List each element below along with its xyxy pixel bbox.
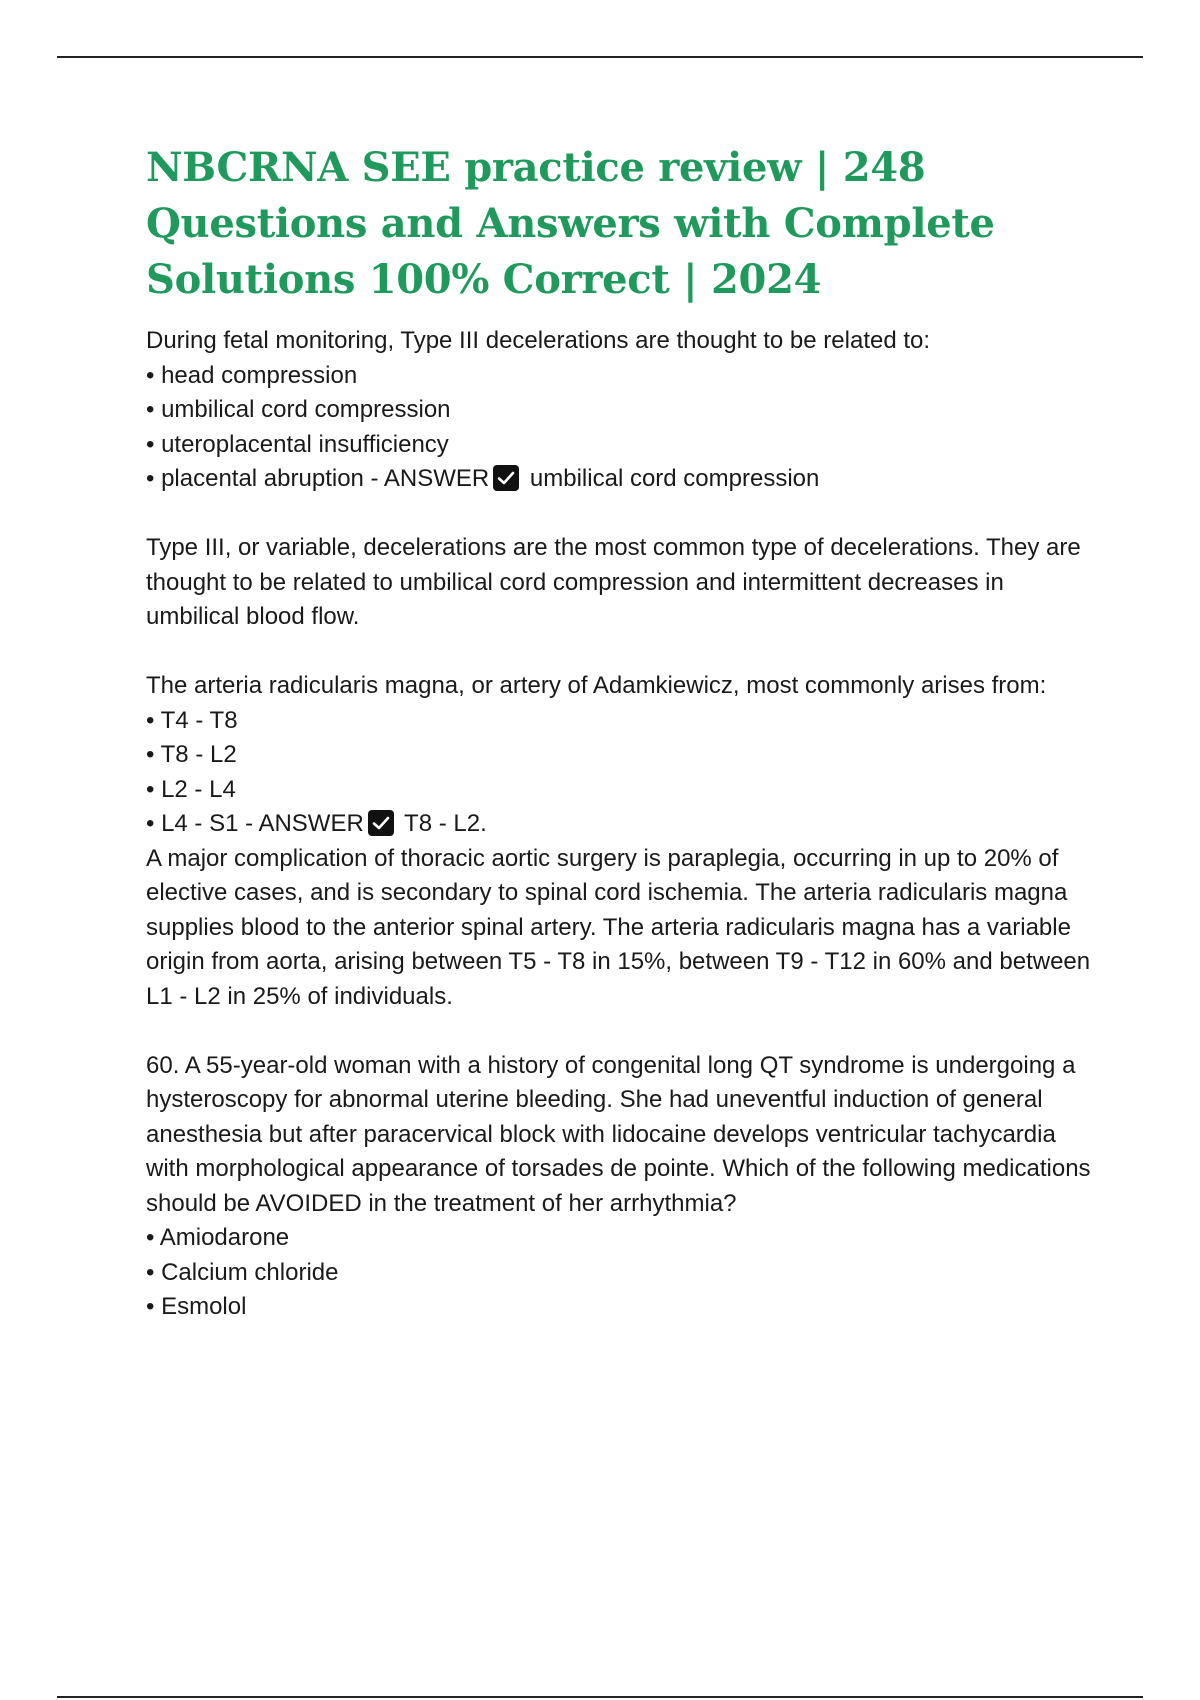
option-item: • Calcium chloride [146,1258,339,1286]
question-text: The arteria radicularis magna, or artery of Adamkiewicz, most commonly arises from: [146,672,1047,699]
option-item: • uteroplacental insufficiency [146,430,449,458]
option-item: • umbilical cord compression [146,396,451,423]
option-item: • T4 - T8 [146,706,238,734]
question-text: 60. A 55-year-old woman with a history of congenital long QT syndrome is undergoing a hysteroscopy for abnormal uterine bleeding. She had uneventful induction of general anesthesia but after paracervical block with lidocaine develops ventricular tachycardia with morphological appearance of torsades de pointe. Which of the following medications should be AVOIDED in the treatment of her arrhythmia? [146,1051,1091,1217]
checkbox-checked-icon [368,810,394,836]
option-item: • L2 - L4 [146,775,236,803]
option-item: • head compression [146,361,358,389]
option-item: • T8 - L2 [146,741,237,768]
question-text: During fetal monitoring, Type III decelerations are thought to be related to: [146,327,931,354]
answer-explanation: Type III, or variable, decelerations are the most common type of decelerations. They are thought to be related to umbilical cord compression and intermittent decreases in umbilical blood flow. [146,534,1081,630]
option-item: • L4 - S1 - ANSWER [146,810,364,837]
answer-text: umbilical cord compression [529,465,820,492]
question-block-2 [146,669,1096,1014]
answer-explanation: A major complication of thoracic aortic surgery is paraplegia, occurring in up to 20% of elective cases, and is secondary to spinal cord ischemia. The arteria radicularis magna supplies blood to the anterior spinal artery. The arteria radicularis magna has a variable origin from aorta, arising between T5 - T8 in 15%, between T9 - T12 in 60% and between L1 - L2 in 25% of individuals. [146,844,1091,1010]
top-rule [57,56,1143,58]
option-answer-line [146,807,1096,842]
option-answer-line [146,462,1096,497]
document-body [146,140,1096,1325]
option-item: • placental abruption - ANSWER [146,465,490,492]
checkbox-checked-icon [493,465,519,491]
document-title: NBCRNA SEE practice review | 248 Questions and Answers with Complete Solutions 100% Correct | 2024 [146,144,995,303]
question-block-1 [146,324,1096,635]
bottom-rule [57,1696,1143,1698]
option-item: • Amiodarone [146,1224,290,1251]
option-item: • Esmolol [146,1293,247,1320]
answer-text: T8 - L2. [404,810,487,837]
question-block-3 [146,1049,1096,1325]
